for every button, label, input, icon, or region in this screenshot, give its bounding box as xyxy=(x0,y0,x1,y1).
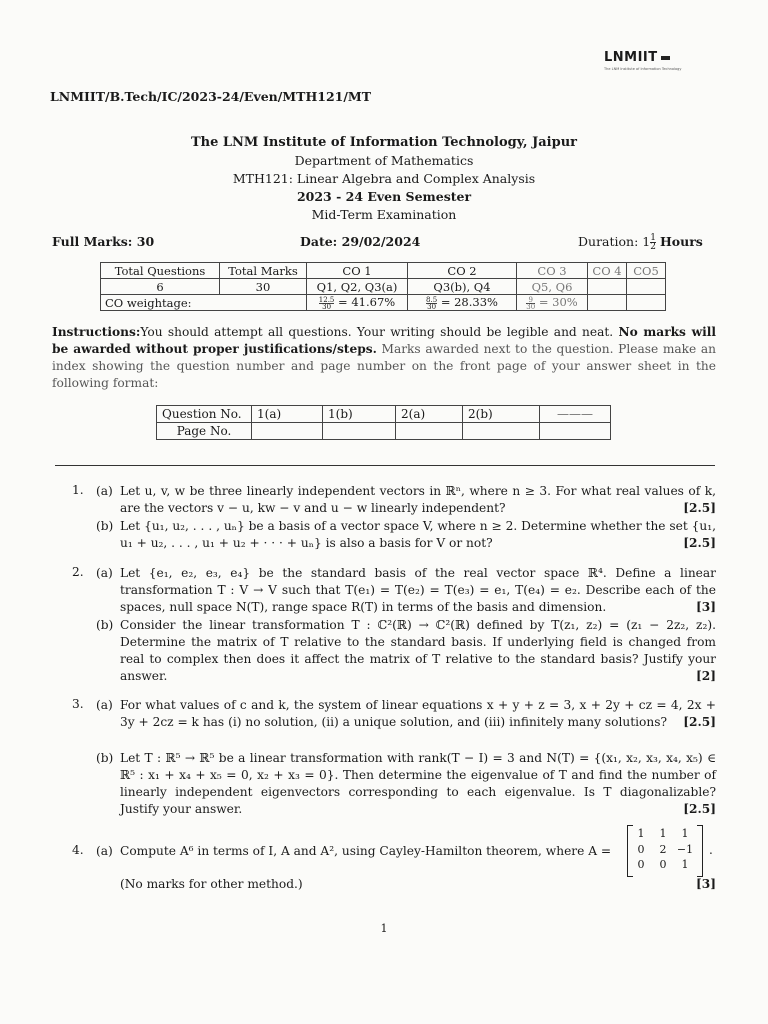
co-table-row xyxy=(101,279,666,295)
separator-line xyxy=(55,465,715,466)
weight-pct: = 28.33% xyxy=(440,295,498,310)
course-name: MTH121: Linear Algebra and Complex Analysis xyxy=(232,171,536,186)
co-header-cell: CO 2 xyxy=(408,263,517,279)
index-cell: ——— xyxy=(540,406,611,423)
co-table-header xyxy=(101,263,666,279)
co-cell: 30 xyxy=(220,279,307,295)
co-header-cell: CO 3 xyxy=(517,263,588,279)
co-weight-cell xyxy=(307,295,408,311)
duration-unit: Hours xyxy=(659,234,703,249)
duration-fraction xyxy=(650,234,656,251)
matrix-cell: 0 xyxy=(637,843,645,856)
question-2a xyxy=(96,565,716,616)
co-weight-cell xyxy=(517,295,588,311)
co-cell xyxy=(627,279,666,295)
matrix-cell: 1 xyxy=(637,827,645,840)
co-header-cell: CO 4 xyxy=(588,263,627,279)
co-weightage-row xyxy=(101,295,666,311)
question-note: (No marks for other method.) xyxy=(120,877,303,891)
question-3a xyxy=(96,697,716,731)
co-cell: 6 xyxy=(101,279,220,295)
exam-date: Date: 29/02/2024 xyxy=(300,234,421,249)
part-label: (a) xyxy=(96,698,113,712)
index-cell: 1(a) xyxy=(252,406,323,423)
index-cell: 1(b) xyxy=(323,406,396,423)
weight-pct: = 30% xyxy=(538,295,578,310)
question-marks: [2.5] xyxy=(683,501,716,515)
exam-title: Mid-Term Examination xyxy=(311,207,457,222)
index-cell: Question No. xyxy=(157,406,252,423)
question-4a-note xyxy=(96,876,716,893)
co-table xyxy=(100,262,666,311)
part-label: (b) xyxy=(96,751,114,765)
part-label: (a) xyxy=(96,484,113,498)
instructions-label: Instructions: xyxy=(52,325,141,339)
question-4a xyxy=(96,843,616,860)
index-row-page xyxy=(157,423,611,440)
weight-num: 8.5 xyxy=(426,295,438,304)
question-number: 4. xyxy=(72,843,84,857)
co-cell: Q1, Q2, Q3(a) xyxy=(307,279,408,295)
weight-pct: = 41.67% xyxy=(338,295,396,310)
question-text: Let {e₁, e₂, e₃, e₄} be the standard basis of the real vector space ℝ⁴. Define a linear transformation T : V → V such that T(e₁) = T(e₂) = T(e₃) = e₁, T(e₄) = e₂. Describe each of the spaces, null space N(T), range space R(T) in terms of the basis and dimension. xyxy=(120,566,716,614)
question-number: 2. xyxy=(72,565,84,579)
index-cell xyxy=(323,423,396,440)
co-header-cell: Total Questions xyxy=(101,263,220,279)
question-text: Let u, v, w be three linearly independent vectors in ℝⁿ, where n ≥ 3. For what real values of k, are the vectors v − u, kw − v and u − w linearly independent? xyxy=(120,484,716,515)
matrix-cell: −1 xyxy=(676,843,694,856)
index-cell xyxy=(540,423,611,440)
matrix-cell: 1 xyxy=(659,827,667,840)
duration-label: Duration: 1 xyxy=(578,234,651,249)
duration-frac-den: 2 xyxy=(650,242,656,252)
matrix-cell: 2 xyxy=(659,843,667,856)
co-header-cell: CO 1 xyxy=(307,263,408,279)
logo-mark-icon xyxy=(661,56,670,60)
matrix-bracket-right xyxy=(697,825,703,877)
instructions-bold: No marks will be awarded without proper justifications/steps. xyxy=(52,325,716,356)
question-3b xyxy=(96,750,716,818)
question-marks: [3] xyxy=(695,600,716,614)
question-text: Compute A⁶ in terms of I, A and A², using Cayley-Hamilton theorem, where A = xyxy=(120,844,612,858)
co-cell xyxy=(627,295,666,311)
co-weightage-label: CO weightage: xyxy=(101,295,307,311)
department-name: Department of Mathematics xyxy=(294,153,474,168)
co-header-cell: CO5 xyxy=(627,263,666,279)
index-cell: 2(a) xyxy=(396,406,463,423)
question-marks: [2] xyxy=(695,669,716,683)
index-cell xyxy=(463,423,540,440)
index-cell xyxy=(252,423,323,440)
question-text: Consider the linear transformation T : ℂ²(ℝ) → ℂ²(ℝ) defined by T(z₁, z₂) = (z₁ − 2z₂, z₂). Determine the matrix of T relative to the standard basis. If underlying field is changed from real to complex then does it affect the matrix of T relative to the standard basis? Justify your answer. xyxy=(120,618,716,683)
index-row-question xyxy=(157,406,611,423)
co-weight-cell xyxy=(408,295,517,311)
question-text: Let T : ℝ⁵ → ℝ⁵ be a linear transformation with rank(T − I) = 3 and N(T) = {(x₁, x₂, x₃, x₄, x₅) ∈ ℝ⁵ : x₁ + x₄ + x₅ = 0, x₂ + x₃ = 0}. Then determine the eigenvalue of T and find the number of linearly independent eigenvectors corresponding to each eigenvalue. Is T diagonalizable? Justify your answer. xyxy=(120,751,716,816)
question-1a xyxy=(96,483,716,517)
co-header-cell: Total Marks xyxy=(220,263,307,279)
instructions-text-1: You should attempt all questions. Your writing should be legible and neat. xyxy=(140,325,619,339)
question-number: 1. xyxy=(72,483,84,497)
matrix-cell: 1 xyxy=(681,858,689,871)
part-label: (b) xyxy=(96,519,114,533)
lnmiit-logo xyxy=(604,50,690,71)
exam-header xyxy=(0,134,768,224)
question-1b xyxy=(96,518,716,552)
duration xyxy=(578,234,703,251)
question-text: For what values of c and k, the system of linear equations x + y + z = 3, x + 2y + cz = 4, 2x + 3y + 2cz = k has (i) no solution, (ii) a unique solution, and (iii) infinitely many solutions? xyxy=(120,698,716,729)
instructions xyxy=(52,324,716,392)
matrix-cell: 0 xyxy=(637,858,645,871)
full-marks: Full Marks: 30 xyxy=(52,234,155,249)
semester: 2023 - 24 Even Semester xyxy=(296,189,472,204)
matrix-cell: 1 xyxy=(681,827,689,840)
index-cell: 2(b) xyxy=(463,406,540,423)
co-cell: Q5, Q6 xyxy=(517,279,588,295)
co-cell xyxy=(588,295,627,311)
question-2b xyxy=(96,617,716,685)
logo-tagline: The LNM Institute of Information Technology xyxy=(604,67,682,71)
question-marks: [2.5] xyxy=(683,802,716,816)
weight-num: 9 xyxy=(526,297,535,304)
weight-num: 12.5 xyxy=(318,295,335,304)
part-label: (a) xyxy=(96,844,113,858)
question-marks: [2.5] xyxy=(683,536,716,550)
part-label: (a) xyxy=(96,566,113,580)
matrix-a xyxy=(627,825,709,875)
matrix-period: . xyxy=(709,843,713,857)
question-number: 3. xyxy=(72,697,84,711)
co-cell xyxy=(588,279,627,295)
institute-name: The LNM Institute of Information Technology, Jaipur xyxy=(190,135,578,150)
instructions-text-2: Marks awarded next to the question. Please make an index showing the question number and page number on the front page of your answer sheet in the following format: xyxy=(52,342,716,390)
weight-den: 30 xyxy=(427,302,437,311)
page-number: 1 xyxy=(380,922,388,935)
duration-frac-num: 1 xyxy=(650,233,656,243)
weight-den: 30 xyxy=(526,302,536,311)
weight-den: 30 xyxy=(322,302,332,311)
matrix-cell: 0 xyxy=(659,858,667,871)
question-text: Let {u₁, u₂, . . . , uₙ} be a basis of a vector space V, where n ≥ 2. Determine whether the set {u₁, u₁ + u₂, . . . , u₁ + u₂ + · · · + uₙ} is also a basis for V or not? xyxy=(120,519,716,550)
index-cell: Page No. xyxy=(157,423,252,440)
logo-name: LNMIIT xyxy=(604,50,658,65)
question-marks: [2.5] xyxy=(683,715,716,729)
co-cell: Q3(b), Q4 xyxy=(408,279,517,295)
part-label: (b) xyxy=(96,618,114,632)
question-marks: [3] xyxy=(695,877,716,891)
index-table xyxy=(156,405,611,440)
index-cell xyxy=(396,423,463,440)
exam-code: LNMIIT/B.Tech/IC/2023-24/Even/MTH121/MT xyxy=(50,89,372,104)
